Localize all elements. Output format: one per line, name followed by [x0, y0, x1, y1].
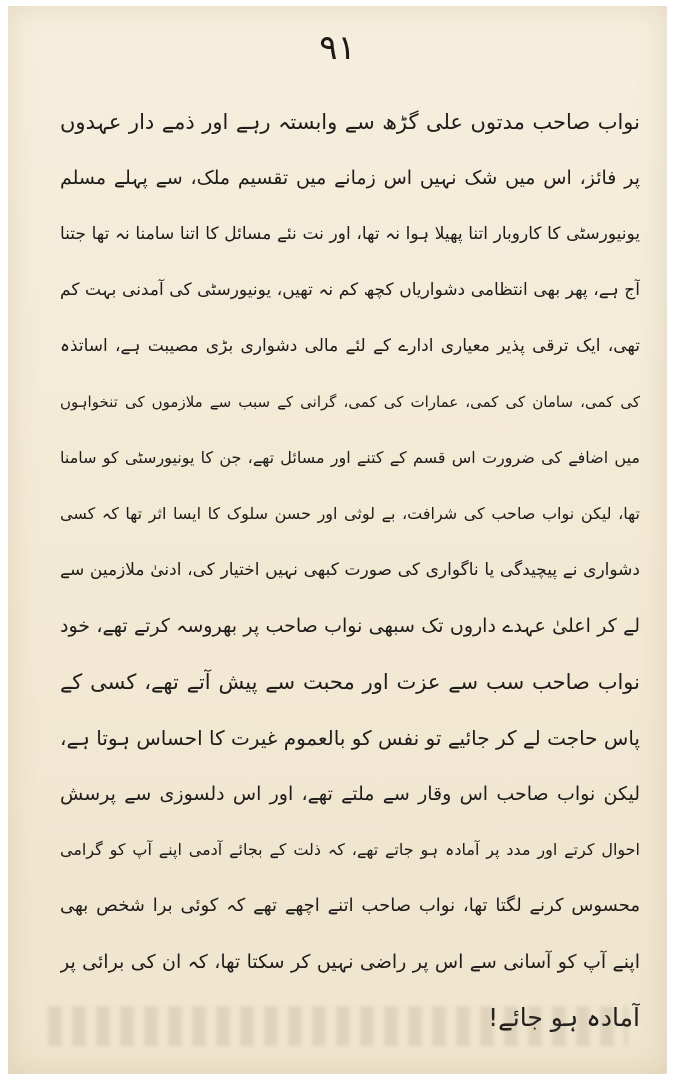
text-line-11: نواب صاحب سب سے عزت اور محبت سے پیش آتے تھے، کسی کے	[60, 670, 640, 694]
text-line-3: یونیورسٹی کا کاروبار اتنا پھیلا ہوا نہ تھا، اور نت نئے مسائل کا اتنا سامنا نہ تھا جتنا	[60, 224, 640, 244]
text-line-7: میں اضافے کی ضرورت اس قسم کے کتنے اور مسائل تھے، جن کا یونیورسٹی کو سامنا	[60, 448, 640, 467]
text-line-13: لیکن نواب صاحب اس وقار سے ملتے تھے، اور اس دلسوزی سے پرسش	[60, 783, 640, 805]
text-line-14: احوال کرتے اور مدد پر آمادہ ہو جاتے تھے، کہ ذلت کے بجائے آدمی اپنے آپ کو گرامی	[60, 840, 640, 859]
text-line-10: لے کر اعلیٰ عہدے داروں تک سبھی نواب صاحب پر بھروسہ کرتے تھے، خود	[60, 615, 640, 637]
text-line-6: کی کمی، سامان کی کمی، عمارات کی کمی، گرانی کے سبب سے ملازموں کی تنخواہوں	[60, 393, 640, 411]
book-page	[8, 6, 667, 1074]
text-line-12: پاس حاجت لے کر جائیے تو نفس کو بالعموم غیرت کا احساس ہوتا ہے،	[60, 726, 640, 750]
show-through-text	[48, 1006, 628, 1046]
text-line-8: تھا، لیکن نواب صاحب کی شرافت، بے لوثی اور حسن سلوک کا ایسا اثر تھا کہ کسی	[60, 504, 640, 523]
text-line-17: آمادہ ہو جائے!	[488, 1003, 640, 1032]
text-line-15: محسوس کرنے لگتا تھا، نواب صاحب اتنے اچھے تھے کہ کوئی برا شخص بھی	[60, 895, 640, 916]
text-line-2: پر فائز، اس میں شک نہیں اس زمانے میں تقسیم ملک، سے پہلے مسلم	[60, 167, 640, 189]
text-line-1: نواب صاحب مدتوں علی گڑھ سے وابستہ رہے اور ذمے دار عہدوں	[60, 110, 640, 134]
page-number: ٩١	[319, 28, 356, 68]
text-line-5: تھی، ایک ترقی پذیر معیاری ادارے کے لئے مالی دشواری بڑی مصیبت ہے، اساتذہ	[60, 336, 640, 356]
text-line-16: اپنے آپ کو آسانی سے اس پر راضی نہیں کر سکتا تھا، کہ ان کی برائی پر	[60, 951, 640, 973]
text-line-4: آج ہے، پھر بھی انتظامی دشواریاں کچھ کم نہ تھیں، یونیورسٹی کی آمدنی بہت کم	[60, 280, 640, 300]
body-text	[60, 94, 640, 1046]
text-line-9: دشواری نے پیچیدگی یا ناگواری کی صورت کبھی نہیں اختیار کی، ادنیٰ ملازمین سے	[60, 560, 640, 580]
